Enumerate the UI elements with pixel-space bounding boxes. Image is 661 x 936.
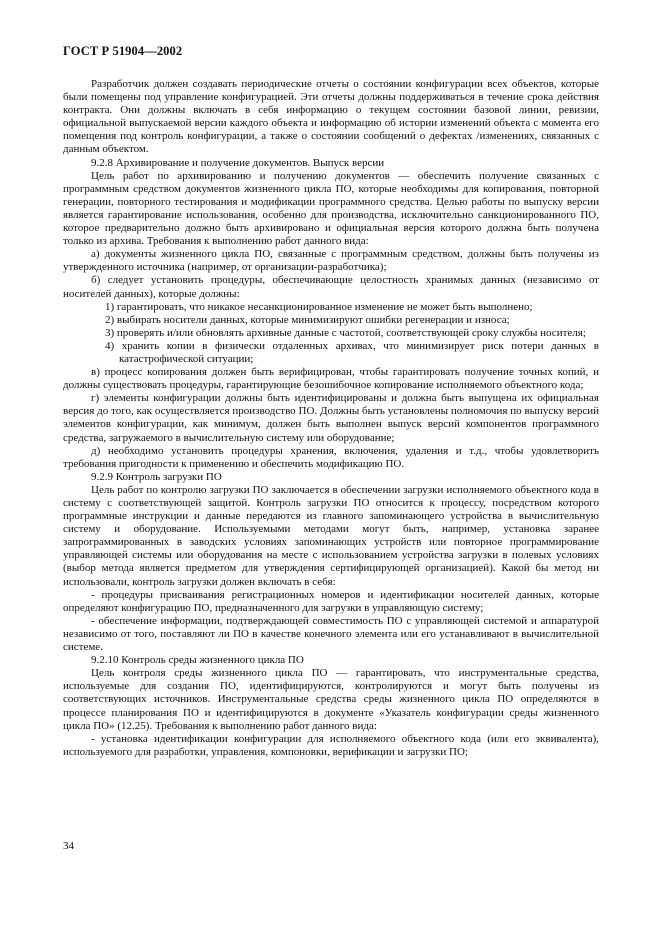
section-heading-9-2-10: 9.2.10 Контроль среды жизненного цикла ПО [91,654,304,667]
list-item-a: а) документы жизненного цикла ПО, связанные с программным средством, должны быть получены из утвержденного источника (например, от организации-разработчика); [63,248,599,274]
paragraph-config-reports: Разработчик должен создавать периодические отчеты о состоянии конфигурации всех объектов, которые были помещены под управление конфигурацией. Эти отчеты должны поддерживаться в течение срока действия контракта. Они должны включать в себя информацию о текущем состоянии базовой линии, ревизии, официальной выпускаемой версии каждого объекта и информацию об истории изменений объекта с момента его помещения под контроль конфигурации, а также о состоянии сообщений о дефектах /изменениях, связанных с данным объектом. [63,78,599,156]
list-item-b: б) следует установить процедуры, обеспечивающие целостность хранимых данных (независимо от носителей данных), которые должны: [63,274,599,300]
paragraph-archiving-goal: Цель работ по архивированию и получению документов — обеспечить получение связанных с программным средством документов жизненного цикла ПО, которые необходимы для копирования, повторной генерации, повторного тестирования и модификации программного средства. Целью работы по выпуску версии является гарантирование использования, особенно для производства, исключительно санкционированного ПО, которое предварительно должно быть архивировано и официальная версия которого должна быть получена только из архива. Требования к выполнению работ данного вида: [63,169,599,248]
document-header: ГОСТ Р 51904—2002 [63,44,183,58]
sublist-item-2: 2) выбирать носители данных, которые минимизируют ошибки регенерации и износа; [105,313,510,326]
page-number: 34 [63,840,74,852]
paragraph-load-control: Цель работ по контролю загрузки ПО заключается в обеспечении загрузки исполняемого объектного кода в систему с соответствующей защитой. Контроль загрузки ПО относится к процессу, посредством которого программные инструкции и данные передаются из главного запоминающего устройства в вычислительную систему и оборудование. Используемыми методами могут быть, например, установка заранее запрограммированных в заводских условиях запоминающих устройств или повторное программирование управляющей системы или оборудования на месте с использованием устройства загрузки в полевых условиях (выбор метода является предметом для утверждения сертифицирующей организацией). Какой бы метод ни использовали, контроль загрузки должен включать в себя: [63,483,599,588]
list-item-g: г) элементы конфигурации должны быть идентифицированы и должна быть выпущена их официальная версия до того, как осуществляется производство ПО. Должны быть установлены полномочия по выпуску версий элементов конфигурации, как минимум, должен быть выполнен выпуск версий компонентов программного средства, загружаемого в вычислительную систему или оборудование; [63,392,599,444]
list-item-d: д) необходимо установить процедуры хранения, включения, удаления и т.д., чтобы удовлетворить требования пригодности к применению и обеспечить модификацию ПО. [63,444,599,470]
section-heading-9-2-8: 9.2.8 Архивирование и получение документов. Выпуск версии [91,156,385,169]
dash-item-compatibility: - обеспечение информации, подтверждающей совместимость ПО с управляющей системой и аппаратурой независимо от того, поставляют ли ПО в качестве конечного элемента или его устанавливают в вычислительной системе. [63,614,599,654]
document-body [63,78,599,759]
sublist-item-4: 4) хранить копии в физически отдаленных архивах, что минимизирует риск потери данных в катастрофической ситуации; [105,339,599,365]
paragraph-environment-control: Цель контроля среды жизненного цикла ПО — гарантировать, что инструментальные средства, используемые для создания ПО, идентифицируются, контролируются и могут быть получены из соответствующих источников. Инструментальные средства среды жизненного цикла ПО определяются в процессе планирования ПО и идентифицируются в документе «Указатель конфигурации среды жизненного цикла ПО» (12.25). Требования к выполнению работ данного вида: [63,667,599,732]
section-heading-9-2-9: 9.2.9 Контроль загрузки ПО [91,470,222,483]
dash-item-identification: - установка идентификации конфигурации для исполняемого объектного кода (или его эквивалента), используемого для разработки, управления, компоновки, верификации и загрузки ПО; [63,732,599,758]
dash-item-procedures: - процедуры присваивания регистрационных номеров и идентификации носителей данных, которые определяют конфигурацию ПО, предназначенного для загрузки в управляющую систему; [63,588,599,614]
list-item-v: в) процесс копирования должен быть верифицирован, чтобы гарантировать получение точных копий, и должны существовать процедуры, гарантирующие безошибочное копирование исполняемого объектного кода; [63,366,599,392]
sublist-item-3: 3) проверять и/или обновлять архивные данные с частотой, соответствующей сроку службы носителя; [105,326,586,339]
sublist-item-1: 1) гарантировать, что никакое несанкционированное изменение не может быть выполнено; [105,300,533,313]
